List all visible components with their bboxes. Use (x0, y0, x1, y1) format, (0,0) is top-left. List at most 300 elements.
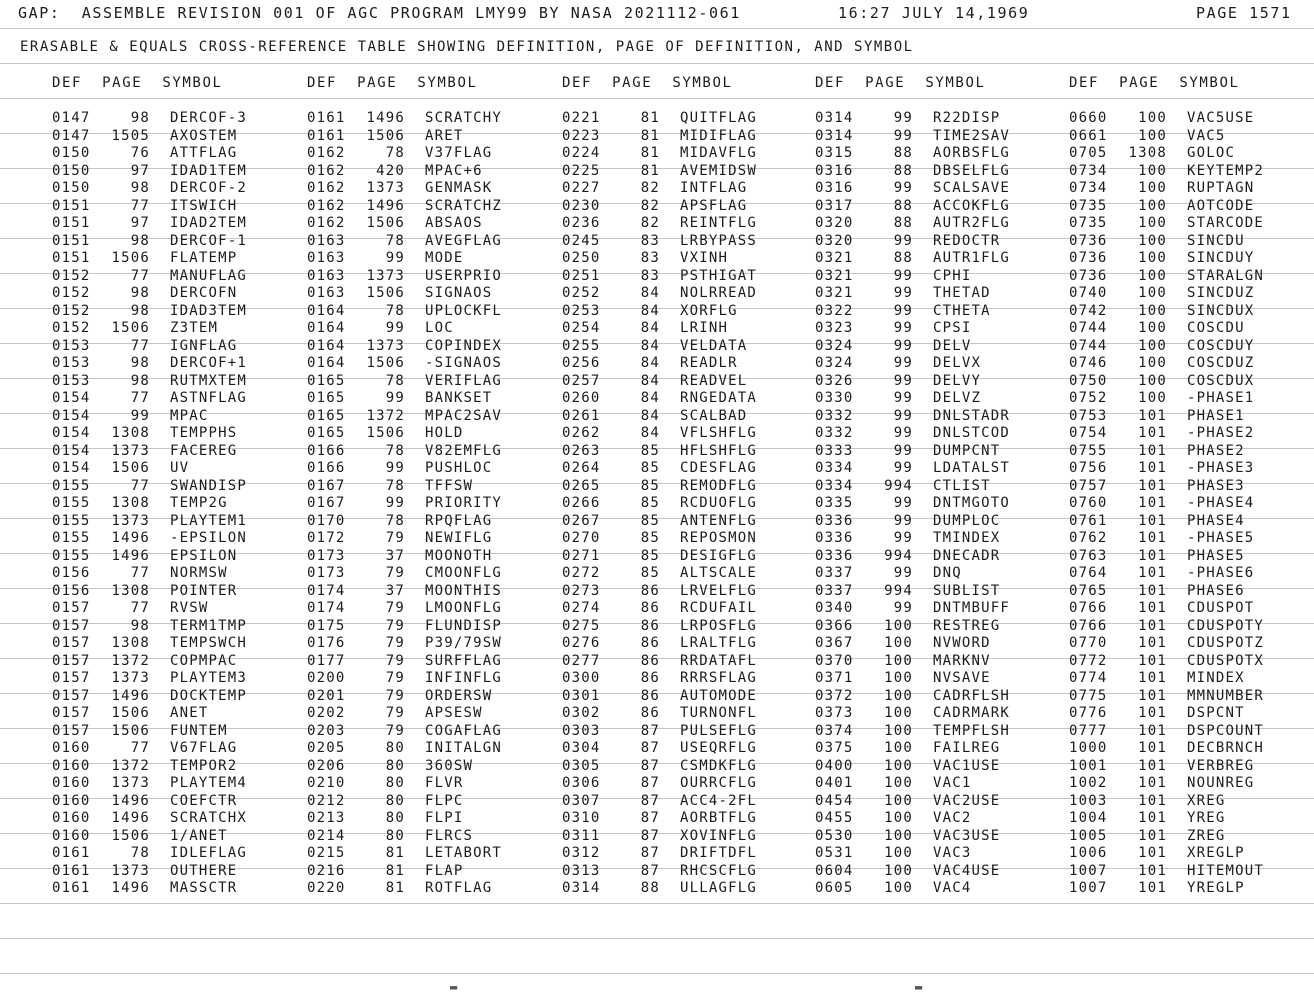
entry-def: 0307 (562, 792, 601, 809)
entry-page: 80 (385, 827, 405, 844)
entry-def: 0302 (562, 705, 601, 721)
column-header-def: DEF (562, 75, 593, 91)
entry-symbol: DELVY (933, 372, 982, 389)
entry-page: 1506 (366, 215, 405, 231)
entry-page: 99 (893, 285, 913, 301)
entry-page: 1373 (111, 512, 150, 529)
entry-symbol: CDUSPOT (1187, 600, 1255, 616)
entry-symbol: RNGEDATA (680, 390, 758, 406)
entry-page: 1373 (111, 775, 150, 791)
entry-def: 0165 (307, 390, 346, 406)
entry-def: 0173 (307, 565, 346, 581)
entry-symbol: PLAYTEM1 (170, 512, 248, 529)
entry-page: 87 (640, 792, 660, 809)
entry-page: 100 (1138, 232, 1167, 249)
column-header-symbol: SYMBOL (1179, 75, 1240, 91)
entry-def: 0150 (52, 180, 91, 196)
entry-page: 100 (1138, 180, 1167, 196)
entry-def: 0236 (562, 215, 601, 231)
entry-def: 0152 (52, 320, 91, 336)
entry-def: 0336 (815, 530, 854, 546)
entry-page: 101 (1138, 495, 1167, 511)
entry-page: 78 (385, 477, 405, 494)
entry-page: 98 (130, 372, 150, 389)
entry-page: 1506 (111, 705, 150, 721)
entry-def: 0164 (307, 302, 346, 319)
entry-def: 0770 (1069, 635, 1108, 651)
entry-def: 0734 (1069, 162, 1108, 179)
entry-def: 0334 (815, 477, 854, 494)
entry-page: 84 (640, 302, 660, 319)
entry-def: 0223 (562, 127, 601, 144)
entry-def: 0162 (307, 145, 346, 161)
entry-def: 0155 (52, 477, 91, 494)
entry-page: 77 (130, 600, 150, 616)
entry-page: 86 (640, 687, 660, 704)
entry-symbol: VAC3 (933, 845, 972, 861)
entry-page: 99 (893, 600, 913, 616)
entry-def: 0754 (1069, 425, 1108, 441)
entry-symbol: RPQFLAG (425, 512, 493, 529)
entry-def: 0762 (1069, 530, 1108, 546)
entry-def: 1004 (1069, 810, 1108, 826)
entry-page: 100 (884, 862, 913, 879)
entry-def: 0165 (307, 425, 346, 441)
entry-page: 99 (893, 390, 913, 406)
entry-def: 0163 (307, 267, 346, 284)
entry-page: 420 (376, 162, 405, 179)
entry-page: 1506 (111, 460, 150, 476)
entry-def: 1003 (1069, 792, 1108, 809)
entry-symbol: ANET (170, 705, 209, 721)
entry-symbol: NVWORD (933, 635, 991, 651)
entry-def: 0225 (562, 162, 601, 179)
entry-page: 101 (1138, 512, 1167, 529)
entry-def: 0157 (52, 635, 91, 651)
column-header-page: PAGE (1119, 75, 1160, 91)
entry-symbol: HOLD (425, 425, 464, 441)
header-page-number: PAGE 1571 (1196, 4, 1292, 22)
entry-page: 1373 (366, 267, 405, 284)
entry-symbol: COPMPAC (170, 652, 238, 669)
entry-def: 0210 (307, 775, 346, 791)
entry-def: 0205 (307, 740, 346, 756)
entry-page: 101 (1138, 792, 1167, 809)
entry-symbol: PHASE6 (1187, 582, 1245, 599)
entry-def: 0310 (562, 810, 601, 826)
header-timestamp: 16:27 JULY 14,1969 (838, 4, 1030, 22)
entry-symbol: FUNTEM (170, 722, 228, 739)
entry-def: 0317 (815, 197, 854, 214)
entry-page: 78 (385, 232, 405, 249)
column-header-def: DEF (815, 75, 846, 91)
entry-def: 0214 (307, 827, 346, 844)
entry-def: 0330 (815, 390, 854, 406)
entry-symbol: RUPTAGN (1187, 180, 1255, 196)
entry-page: 99 (893, 337, 913, 354)
entry-def: 0215 (307, 845, 346, 861)
entry-symbol: EPSILON (170, 547, 238, 564)
entry-symbol: CSMDKFLG (680, 757, 758, 774)
entry-page: 100 (1138, 162, 1167, 179)
entry-def: 0315 (815, 145, 854, 161)
entry-page: 87 (640, 757, 660, 774)
entry-page: 1506 (366, 285, 405, 301)
entry-symbol: NORMSW (170, 565, 228, 581)
entry-page: 81 (640, 110, 660, 126)
entry-page: 100 (884, 670, 913, 686)
entry-page: 77 (130, 740, 150, 756)
entry-page: 99 (385, 460, 405, 476)
entry-def: 0372 (815, 687, 854, 704)
entry-symbol: MPAC+6 (425, 162, 483, 179)
entry-def: 0150 (52, 162, 91, 179)
entry-symbol: TIME2SAV (933, 127, 1011, 144)
entry-symbol: -SIGNAOS (425, 355, 503, 371)
entry-symbol: COGAFLAG (425, 722, 503, 739)
entry-page: 76 (130, 145, 150, 161)
entry-page: 81 (640, 127, 660, 144)
entry-symbol: ALTSCALE (680, 565, 758, 581)
entry-symbol: TEMPOR2 (170, 757, 238, 774)
header-title: GAP: ASSEMBLE REVISION 001 OF AGC PROGRAM LMY99 BY NASA 2021112-061 (18, 4, 741, 22)
entry-page: 101 (1138, 705, 1167, 721)
entry-page: 77 (130, 565, 150, 581)
entry-page: 83 (640, 232, 660, 249)
entry-def: 0314 (815, 127, 854, 144)
entry-page: 99 (893, 110, 913, 126)
entry-symbol: SCALBAD (680, 407, 748, 424)
entry-symbol: FLATEMP (170, 250, 238, 266)
entry-def: 0170 (307, 512, 346, 529)
entry-def: 0320 (815, 215, 854, 231)
entry-symbol: CADRMARK (933, 705, 1011, 721)
entry-page: 83 (640, 250, 660, 266)
entry-symbol: V37FLAG (425, 145, 493, 161)
entry-symbol: COEFCTR (170, 792, 238, 809)
entry-page: 1506 (111, 722, 150, 739)
entry-page: 99 (893, 460, 913, 476)
entry-symbol: SCRATCHY (425, 110, 503, 126)
entry-page: 99 (893, 232, 913, 249)
entry-symbol: -PHASE3 (1187, 460, 1255, 476)
entry-def: 0155 (52, 530, 91, 546)
entry-symbol: ULLAGFLG (680, 880, 758, 896)
entry-page: 1308 (1128, 145, 1167, 161)
entry-page: 85 (640, 565, 660, 581)
entry-page: 86 (640, 705, 660, 721)
entry-def: 0155 (52, 495, 91, 511)
entry-def: 0335 (815, 495, 854, 511)
entry-def: 0752 (1069, 390, 1108, 406)
entry-symbol: FLRCS (425, 827, 474, 844)
entry-symbol: DECBRNCH (1187, 740, 1265, 756)
entry-def: 0203 (307, 722, 346, 739)
entry-symbol: TERM1TMP (170, 617, 248, 634)
entry-symbol: CPSI (933, 320, 972, 336)
entry-page: 99 (893, 407, 913, 424)
entry-symbol: RRRSFLAG (680, 670, 758, 686)
entry-symbol: AOTCODE (1187, 197, 1255, 214)
entry-def: 0326 (815, 372, 854, 389)
tear-mark: ▬ (450, 980, 458, 994)
entry-symbol: VAC3USE (933, 827, 1001, 844)
entry-page: 1506 (111, 250, 150, 266)
entry-page: 101 (1138, 617, 1167, 634)
entry-def: 0147 (52, 110, 91, 126)
entry-def: 0765 (1069, 582, 1108, 599)
entry-symbol: VAC1 (933, 775, 972, 791)
entry-symbol: DESIGFLG (680, 547, 758, 564)
entry-symbol: MOONOTH (425, 547, 493, 564)
entry-def: 0157 (52, 687, 91, 704)
entry-page: 79 (385, 530, 405, 546)
entry-symbol: READVEL (680, 372, 748, 389)
entry-page: 87 (640, 862, 660, 879)
entry-page: 994 (884, 547, 913, 564)
entry-def: 0316 (815, 180, 854, 196)
entry-page: 100 (884, 617, 913, 634)
entry-def: 0312 (562, 845, 601, 861)
entry-def: 0162 (307, 180, 346, 196)
entry-page: 98 (130, 180, 150, 196)
entry-symbol: IDAD1TEM (170, 162, 248, 179)
entry-def: 0314 (562, 880, 601, 896)
entry-def: 0151 (52, 250, 91, 266)
entry-def: 0157 (52, 670, 91, 686)
entry-def: 0371 (815, 670, 854, 686)
entry-symbol: RCDUOFLG (680, 495, 758, 511)
entry-page: 81 (385, 862, 405, 879)
entry-def: 0735 (1069, 197, 1108, 214)
entry-page: 100 (1138, 302, 1167, 319)
entry-symbol: PHASE2 (1187, 442, 1245, 459)
entry-page: 82 (640, 215, 660, 231)
entry-page: 80 (385, 810, 405, 826)
entry-symbol: ORDERSW (425, 687, 493, 704)
entry-symbol: CDUSPOTZ (1187, 635, 1265, 651)
entry-page: 101 (1138, 775, 1167, 791)
entry-def: 0164 (307, 337, 346, 354)
entry-def: 0333 (815, 442, 854, 459)
entry-symbol: 360SW (425, 757, 474, 774)
entry-page: 87 (640, 845, 660, 861)
entry-symbol: KEYTEMP2 (1187, 162, 1265, 179)
entry-def: 0332 (815, 407, 854, 424)
entry-symbol: FLVR (425, 775, 464, 791)
entry-page: 99 (385, 320, 405, 336)
entry-page: 101 (1138, 652, 1167, 669)
entry-symbol: AORBTFLG (680, 810, 758, 826)
entry-page: 82 (640, 180, 660, 196)
entry-def: 0277 (562, 652, 601, 669)
entry-def: 0161 (307, 110, 346, 126)
entry-def: 0454 (815, 792, 854, 809)
entry-def: 0735 (1069, 215, 1108, 231)
entry-def: 0774 (1069, 670, 1108, 686)
entry-def: 0705 (1069, 145, 1108, 161)
entry-page: 101 (1138, 740, 1167, 756)
entry-symbol: CDUSPOTX (1187, 652, 1265, 669)
entry-def: 0336 (815, 512, 854, 529)
entry-def: 0166 (307, 460, 346, 476)
entry-symbol: -EPSILON (170, 530, 248, 546)
entry-def: 0272 (562, 565, 601, 581)
entry-def: 0260 (562, 390, 601, 406)
entry-def: 0153 (52, 372, 91, 389)
entry-symbol: PULSEFLG (680, 722, 758, 739)
entry-symbol: READLR (680, 355, 738, 371)
entry-def: 0301 (562, 687, 601, 704)
entry-def: 0221 (562, 110, 601, 126)
entry-symbol: VAC4 (933, 880, 972, 896)
entry-page: 88 (893, 145, 913, 161)
entry-page: 86 (640, 670, 660, 686)
entry-def: 0401 (815, 775, 854, 791)
entry-symbol: XREG (1187, 792, 1226, 809)
entry-symbol: DNTMGOTO (933, 495, 1011, 511)
entry-page: 79 (385, 635, 405, 651)
entry-symbol: LRPOSFLG (680, 617, 758, 634)
entry-symbol: COSCDUX (1187, 372, 1255, 389)
entry-symbol: CDUSPOTY (1187, 617, 1265, 634)
entry-def: 0160 (52, 740, 91, 756)
column-header-symbol: SYMBOL (672, 75, 733, 91)
entry-def: 0157 (52, 617, 91, 634)
entry-def: 0164 (307, 320, 346, 336)
entry-symbol: VAC4USE (933, 862, 1001, 879)
entry-page: 80 (385, 740, 405, 756)
entry-symbol: XORFLG (680, 302, 738, 319)
entry-page: 84 (640, 320, 660, 336)
entry-symbol: DERCOFN (170, 285, 238, 301)
entry-page: 100 (884, 722, 913, 739)
entry-symbol: IGNFLAG (170, 337, 238, 354)
entry-def: 0367 (815, 635, 854, 651)
entry-symbol: CPHI (933, 267, 972, 284)
entry-symbol: SUBLIST (933, 582, 1001, 599)
entry-symbol: FLAP (425, 862, 464, 879)
entry-symbol: RCDUFAIL (680, 600, 758, 616)
entry-page: 84 (640, 355, 660, 371)
entry-page: 101 (1138, 442, 1167, 459)
entry-symbol: AUTOMODE (680, 687, 758, 704)
entry-def: 0764 (1069, 565, 1108, 581)
entry-symbol: -PHASE1 (1187, 390, 1255, 406)
entry-page: 99 (893, 320, 913, 336)
entry-symbol: QUITFLAG (680, 110, 758, 126)
entry-def: 0151 (52, 197, 91, 214)
entry-def: 0530 (815, 827, 854, 844)
column-header-group-2 (307, 75, 478, 91)
entry-def: 0220 (307, 880, 346, 896)
column-header-page: PAGE (612, 75, 653, 91)
entry-symbol: HFLSHFLG (680, 442, 758, 459)
entry-page: 1506 (366, 355, 405, 371)
entry-def: 0251 (562, 267, 601, 284)
entry-page: 99 (893, 180, 913, 196)
entry-symbol: R22DISP (933, 110, 1001, 126)
entry-symbol: ANTENFLG (680, 512, 758, 529)
entry-symbol: PSTHIGAT (680, 267, 758, 284)
entry-def: 0151 (52, 232, 91, 249)
entry-symbol: TURNONFL (680, 705, 758, 721)
entry-symbol: ABSAOS (425, 215, 483, 231)
entry-page: 100 (1138, 127, 1167, 144)
entry-page: 86 (640, 600, 660, 616)
entry-symbol: LOC (425, 320, 454, 336)
entry-page: 87 (640, 722, 660, 739)
entry-def: 1002 (1069, 775, 1108, 791)
column-header-def: DEF (52, 75, 83, 91)
entry-def: 0766 (1069, 617, 1108, 634)
entry-def: 0154 (52, 390, 91, 406)
entry-symbol: VAC2 (933, 810, 972, 826)
entry-symbol: REINTFLG (680, 215, 758, 231)
entry-symbol: ZREG (1187, 827, 1226, 844)
entry-page: 101 (1138, 530, 1167, 546)
entry-symbol: DNQ (933, 565, 962, 581)
entry-page: 80 (385, 775, 405, 791)
entry-symbol: CTHETA (933, 302, 991, 319)
entry-def: 0161 (52, 845, 91, 861)
entry-symbol: COPINDEX (425, 337, 503, 354)
entry-def: 0314 (815, 110, 854, 126)
entry-symbol: HITEMOUT (1187, 862, 1265, 879)
entry-page: 100 (884, 757, 913, 774)
entry-symbol: MIDIFLAG (680, 127, 758, 144)
entry-page: 101 (1138, 407, 1167, 424)
entry-def: 0304 (562, 740, 601, 756)
entry-page: 1505 (111, 127, 150, 144)
entry-symbol: MINDEX (1187, 670, 1245, 686)
entry-symbol: SINCDUY (1187, 250, 1255, 266)
entry-def: 0167 (307, 495, 346, 511)
entry-page: 77 (130, 197, 150, 214)
entry-symbol: OUTHERE (170, 862, 238, 879)
entry-symbol: NOLRREAD (680, 285, 758, 301)
entry-symbol: INITALGN (425, 740, 503, 756)
entry-symbol: SINCDUX (1187, 302, 1255, 319)
entry-page: 98 (130, 355, 150, 371)
entry-page: 81 (640, 162, 660, 179)
entry-page: 78 (385, 442, 405, 459)
entry-symbol: SCALSAVE (933, 180, 1011, 196)
entry-def: 0256 (562, 355, 601, 371)
entry-page: 100 (884, 845, 913, 861)
entry-def: 0275 (562, 617, 601, 634)
entry-symbol: ROTFLAG (425, 880, 493, 896)
entry-page: 99 (893, 267, 913, 284)
entry-page: 85 (640, 442, 660, 459)
entry-page: 101 (1138, 425, 1167, 441)
entry-symbol: MODE (425, 250, 464, 266)
entry-def: 0167 (307, 477, 346, 494)
entry-symbol: DOCKTEMP (170, 687, 248, 704)
entry-def: 0152 (52, 285, 91, 301)
entry-symbol: DELV (933, 337, 972, 354)
entry-page: 1506 (366, 127, 405, 144)
entry-page: 79 (385, 617, 405, 634)
entry-symbol: NEWIFLG (425, 530, 493, 546)
entry-symbol: VAC1USE (933, 757, 1001, 774)
entry-page: 101 (1138, 670, 1167, 686)
entry-symbol: -PHASE5 (1187, 530, 1255, 546)
entry-def: 0267 (562, 512, 601, 529)
entry-symbol: AUTR1FLG (933, 250, 1011, 266)
entry-page: 101 (1138, 810, 1167, 826)
entry-def: 0201 (307, 687, 346, 704)
